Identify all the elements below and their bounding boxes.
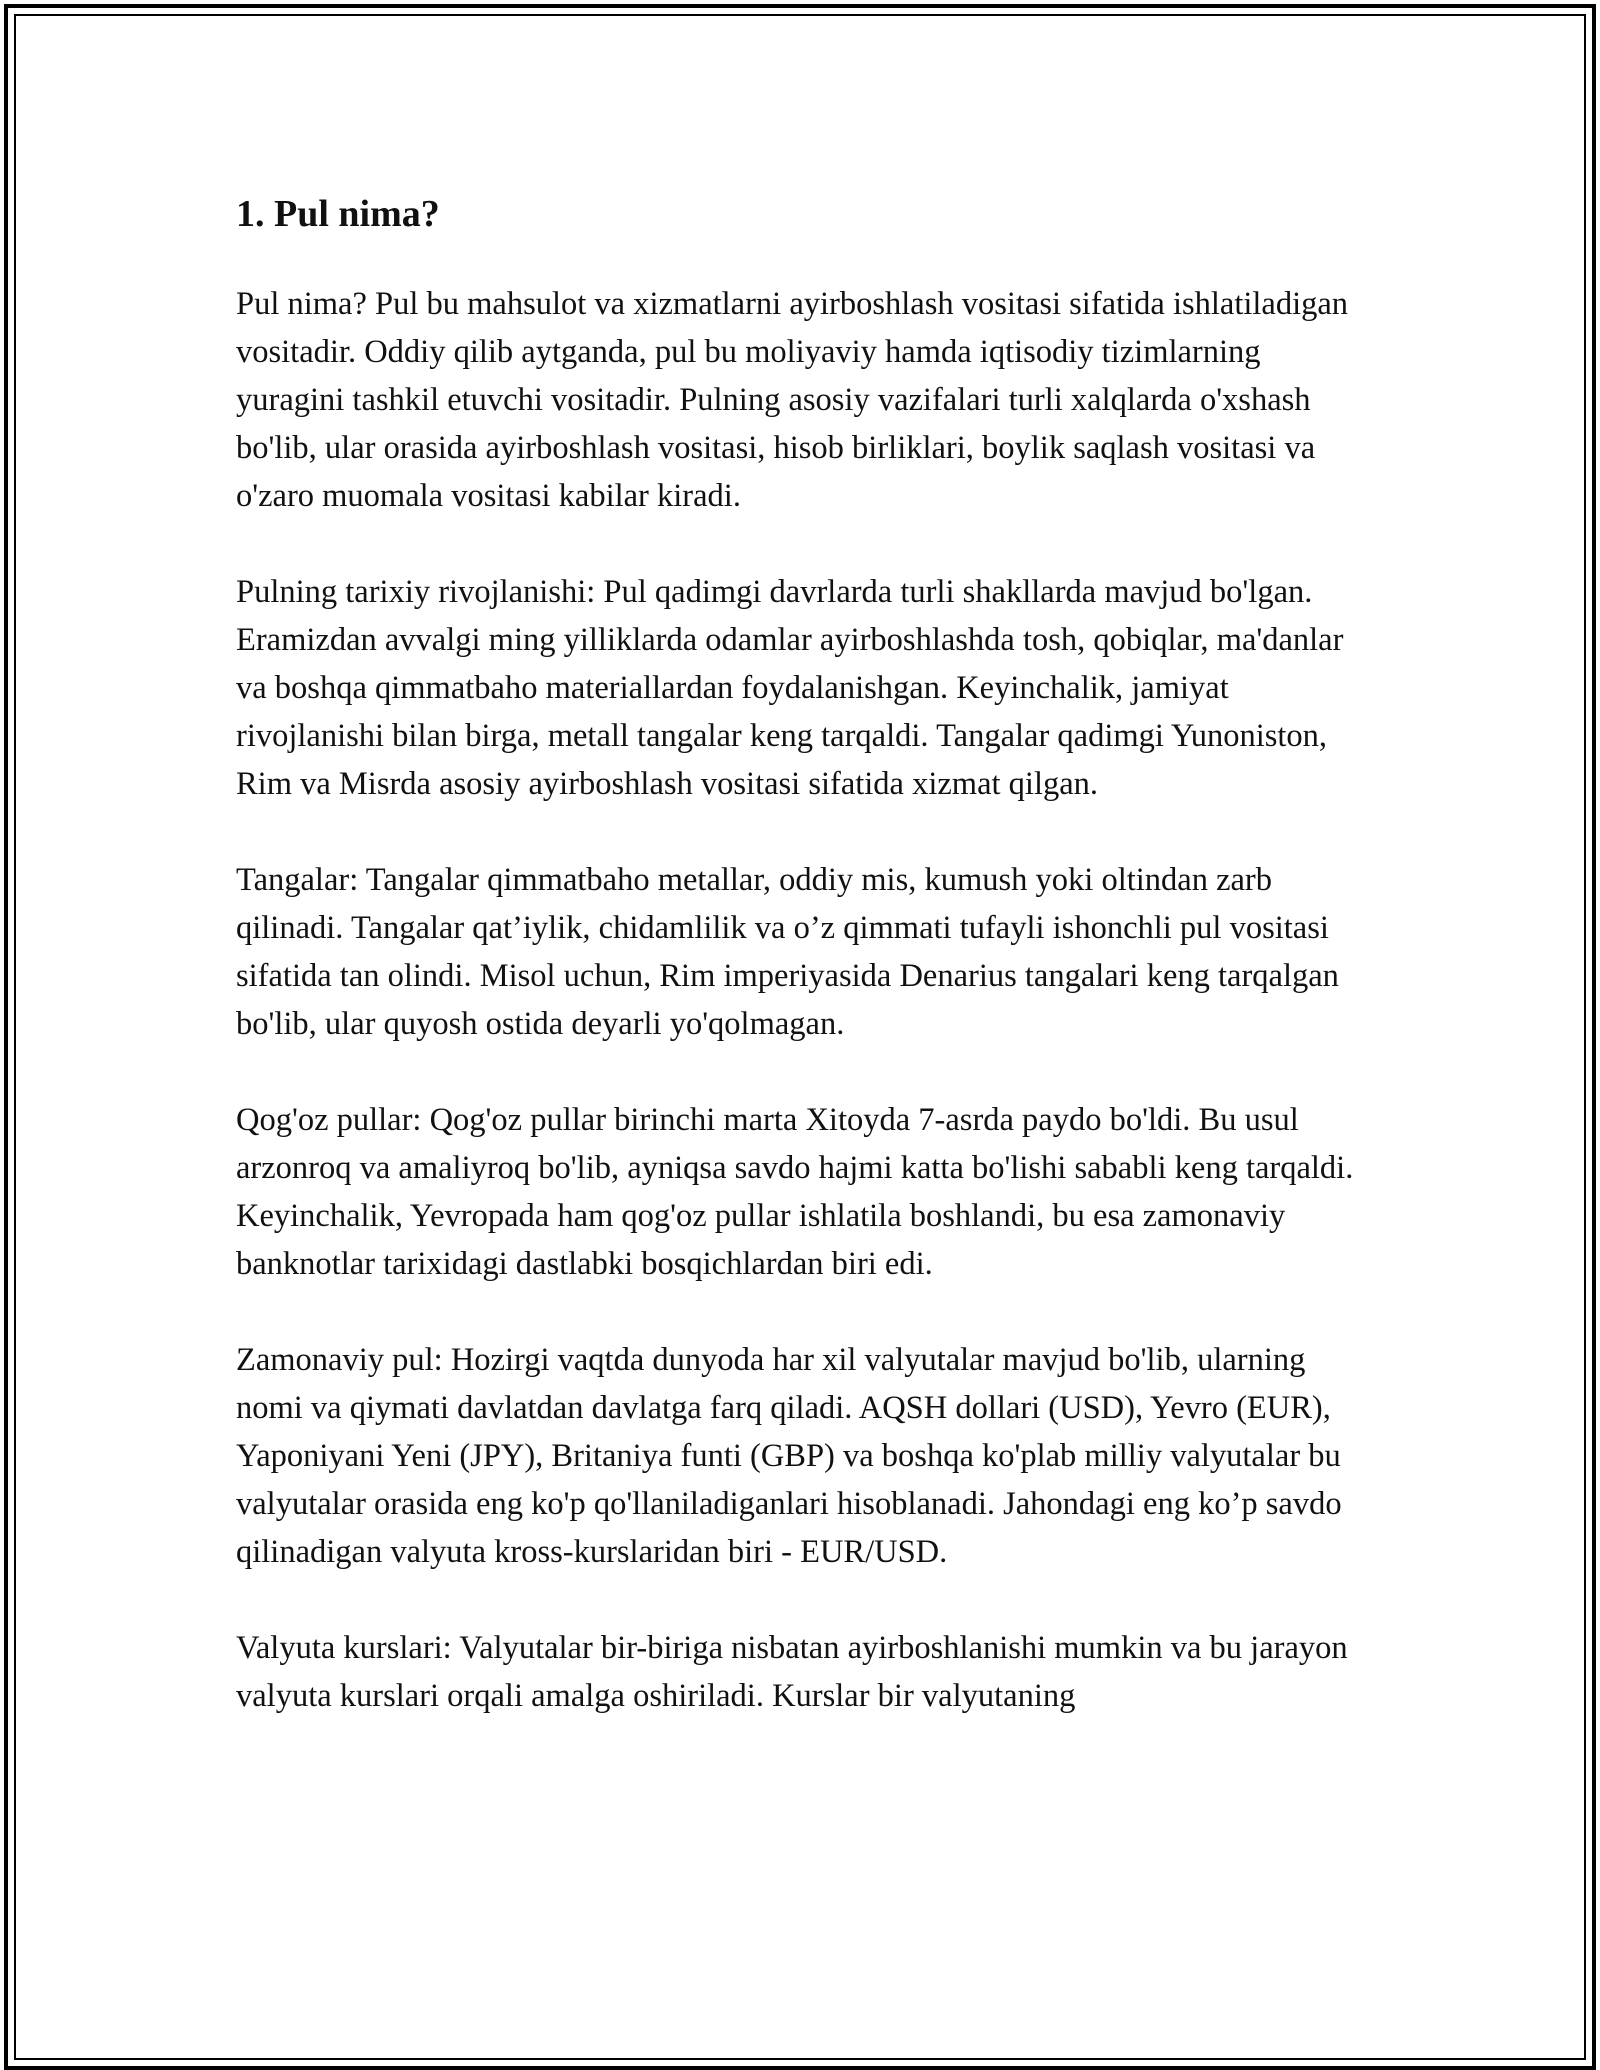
document-heading: 1. Pul nima?: [236, 193, 440, 235]
document-content: [236, 186, 1376, 1768]
paragraph-qogoz-pullar: Qog'oz pullar: Qog'oz pullar birinchi marta Xitoyda 7-asrda paydo bo'ldi. Bu usul arzonroq va amaliyroq bo'lib, ayniqsa savdo hajmi katta bo'lishi sababli keng tarqaldi. Keyinchalik, Yevropada ham qog'oz pullar ishlatila boshlandi, bu esa zamonaviy banknotlar tarixidagi dastlabki bosqichlardan biri edi.: [236, 1102, 1354, 1282]
paragraph-tarixiy-rivojlanish: Pulning tarixiy rivojlanishi: Pul qadimgi davrlarda turli shakllarda mavjud bo'lgan. Eramizdan avvalgi ming yilliklarda odamlar ayirboshlashda tosh, qobiqlar, ma'danlar va boshqa qimmatbaho materiallardan foydalanishgan. Keyinchalik, jamiyat rivojlanishi bilan birga, metall tangalar keng tarqaldi. Tangalar qadimgi Yunoniston, Rim va Misrda asosiy ayirboshlash vositasi sifatida xizmat qilgan.: [236, 574, 1344, 802]
paragraph-tangalar: Tangalar: Tangalar qimmatbaho metallar, oddiy mis, kumush yoki oltindan zarb qilinadi. Tangalar qat’iylik, chidamlilik va o’z qimmati tufayli ishonchli pul vositasi sifatida tan olindi. Misol uchun, Rim imperiyasida Denarius tangalari keng tarqalgan bo'lib, ular quyosh ostida deyarli yo'qolmagan.: [236, 862, 1339, 1042]
paragraph-valyuta-kurslari: Valyuta kurslari: Valyutalar bir-biriga nisbatan ayirboshlanishi mumkin va bu jarayon valyuta kurslari orqali amalga oshiriladi. Kurslar bir valyutaning: [236, 1630, 1348, 1714]
paragraph-zamonaviy-pul: Zamonaviy pul: Hozirgi vaqtda dunyoda har xil valyutalar mavjud bo'lib, ularning nomi va qiymati davlatdan davlatga farq qiladi. AQSH dollari (USD), Yevro (EUR), Yaponiyani Yeni (JPY), Britaniya funti (GBP) va boshqa ko'plab milliy valyutalar bu valyutalar orasida eng ko'p qo'llaniladiganlari hisoblanadi. Jahondagi eng ko’p savdo qilinadigan valyuta kross-kurslaridan biri - EUR/USD.: [236, 1342, 1342, 1570]
paragraph-pul-nima: Pul nima? Pul bu mahsulot va xizmatlarni ayirboshlash vositasi sifatida ishlatiladigan vositadir. Oddiy qilib aytganda, pul bu moliyaviy hamda iqtisodiy tizimlarning yuragini tashkil etuvchi vositadir. Pulning asosiy vazifalari turli xalqlarda o'xshash bo'lib, ular orasida ayirboshlash vositasi, hisob birliklari, boylik saqlash vositasi va o'zaro muomala vositasi kabilar kiradi.: [236, 286, 1349, 514]
